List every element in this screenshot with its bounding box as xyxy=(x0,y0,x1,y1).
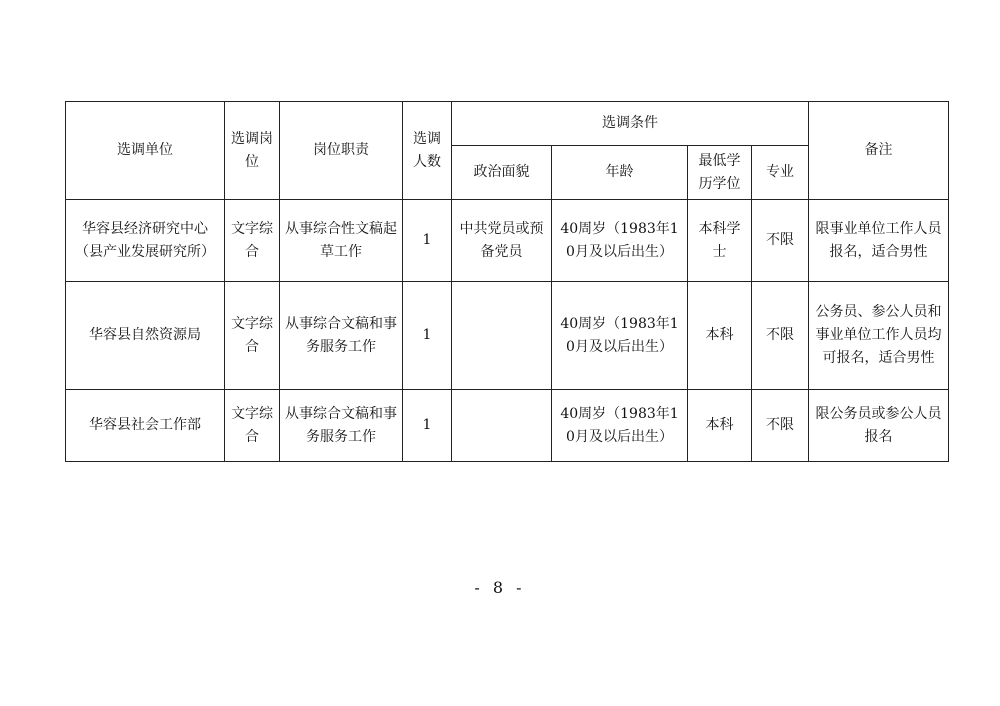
header-major: 专业 xyxy=(752,146,809,200)
cell-notes: 限事业单位工作人员报名，适合男性 xyxy=(809,200,949,282)
cell-notes: 公务员、参公人员和事业单位工作人员均可报名，适合男性 xyxy=(809,282,949,390)
cell-duty: 从事综合文稿和事务服务工作 xyxy=(280,390,403,462)
cell-post: 文字综合 xyxy=(225,390,280,462)
header-unit: 选调单位 xyxy=(66,102,225,200)
selection-table xyxy=(65,101,949,462)
cell-count: 1 xyxy=(403,282,452,390)
cell-major: 不限 xyxy=(752,282,809,390)
cell-education: 本科学士 xyxy=(688,200,752,282)
cell-notes: 限公务员或参公人员报名 xyxy=(809,390,949,462)
cell-major: 不限 xyxy=(752,200,809,282)
cell-unit: 华容县自然资源局 xyxy=(66,282,225,390)
header-age: 年龄 xyxy=(552,146,688,200)
header-education: 最低学历学位 xyxy=(688,146,752,200)
cell-political xyxy=(452,390,552,462)
table-row xyxy=(66,282,949,390)
cell-count: 1 xyxy=(403,200,452,282)
cell-major: 不限 xyxy=(752,390,809,462)
header-count: 选调人数 xyxy=(403,102,452,200)
header-duty: 岗位职责 xyxy=(280,102,403,200)
header-notes: 备注 xyxy=(809,102,949,200)
cell-count: 1 xyxy=(403,390,452,462)
cell-education: 本科 xyxy=(688,390,752,462)
table-row xyxy=(66,390,949,462)
cell-education: 本科 xyxy=(688,282,752,390)
cell-unit: 华容县社会工作部 xyxy=(66,390,225,462)
header-political: 政治面貌 xyxy=(452,146,552,200)
table-row xyxy=(66,200,949,282)
page-number: - 8 - xyxy=(474,578,526,597)
cell-unit: 华容县经济研究中心（县产业发展研究所） xyxy=(66,200,225,282)
cell-age: 40周岁（1983年10月及以后出生） xyxy=(552,200,688,282)
cell-duty: 从事综合文稿和事务服务工作 xyxy=(280,282,403,390)
cell-political xyxy=(452,282,552,390)
cell-duty: 从事综合性文稿起草工作 xyxy=(280,200,403,282)
cell-political: 中共党员或预备党员 xyxy=(452,200,552,282)
cell-post: 文字综合 xyxy=(225,200,280,282)
cell-age: 40周岁（1983年10月及以后出生） xyxy=(552,390,688,462)
cell-post: 文字综合 xyxy=(225,282,280,390)
cell-age: 40周岁（1983年10月及以后出生） xyxy=(552,282,688,390)
header-conditions: 选调条件 xyxy=(452,102,809,146)
header-post: 选调岗位 xyxy=(225,102,280,200)
